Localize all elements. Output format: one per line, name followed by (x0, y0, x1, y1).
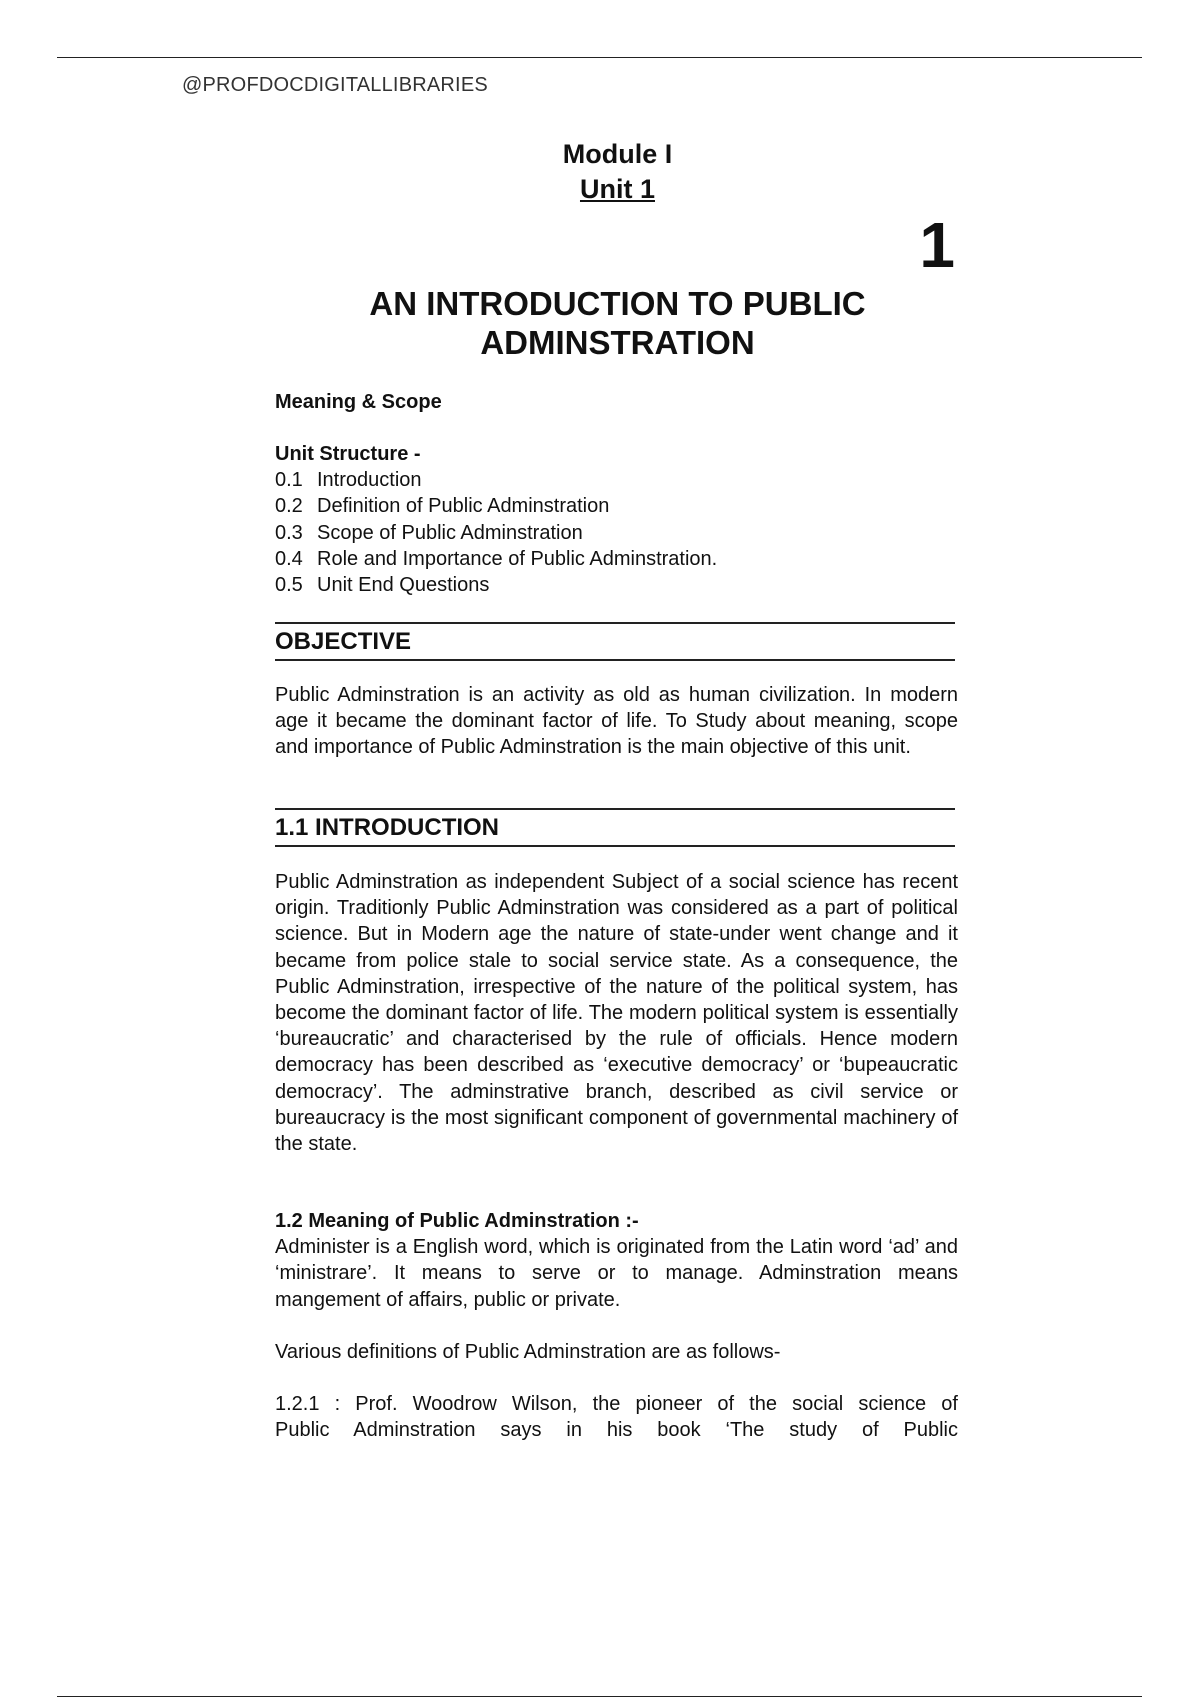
unit-title-text: Unit 1 (579, 174, 655, 204)
chapter-title-line-1: AN INTRODUCTION TO PUBLIC (369, 285, 866, 322)
unit-structure-item (275, 520, 958, 546)
wilson-definition (275, 1391, 958, 1443)
objective-paragraph: Public Adminstration is an activity as old as human civilization. In modern age it became the dominant factor of life. To Study about meaning, scope and importance of Public Adminstration is the main objective of this unit. (275, 684, 958, 759)
item-label: Unit End Questions (317, 574, 490, 597)
unit-structure-item (275, 572, 958, 598)
unit-structure-heading: Unit Structure - (275, 443, 421, 465)
bottom-rule (57, 1696, 1142, 1697)
item-label: Scope of Public Adminstration (317, 521, 583, 544)
meaning-scope-heading: Meaning & Scope (275, 391, 442, 413)
meaning-heading: 1.2 Meaning of Public Adminstration :- (275, 1210, 639, 1232)
watermark: @PROFDOCDIGITALLIBRARIES (182, 74, 488, 96)
meaning-section (275, 1208, 958, 1313)
chapter-number: 1 (919, 209, 955, 281)
meaning-paragraph: Administer is a English word, which is originated from the Latin word ‘ad’ and ‘ministrare’. It means to serve or to manage. Adminstration means mangement of affairs, public or private. (275, 1236, 958, 1311)
item-number: 0.5 (275, 574, 303, 597)
objective-heading: OBJECTIVE (275, 622, 955, 661)
various-definitions-text: Various definitions of Public Adminstration are as follows- (275, 1341, 781, 1363)
unit-title (0, 172, 1200, 206)
unit-structure-item (275, 467, 958, 493)
unit-structure-list (275, 467, 958, 598)
item-label: Role and Importance of Public Adminstration. (317, 547, 718, 570)
unit-structure-item (275, 546, 958, 572)
wilson-line-1: 1.2.1 : Prof. Woodrow Wilson, the pioneer of the social science of (275, 1393, 958, 1415)
chapter-title-line-2: ADMINSTRATION (480, 324, 755, 361)
item-number: 0.3 (275, 521, 303, 544)
item-number: 0.1 (275, 469, 303, 492)
item-label: Definition of Public Adminstration (317, 495, 610, 518)
unit-structure-item (275, 493, 958, 519)
chapter-title (0, 284, 1200, 362)
introduction-heading: 1.1 INTRODUCTION (275, 808, 955, 847)
item-number: 0.4 (275, 547, 303, 570)
item-label: Introduction (317, 469, 422, 492)
module-title: Module I (562, 139, 673, 169)
top-rule (57, 57, 1142, 58)
introduction-paragraph: Public Adminstration as independent Subject of a social science has recent origin. Traditionly Public Adminstration was considered as a part of political science. But in Modern age the nature of state-under went change and it became from police stale to social service state. As a consequence, the Public Adminstration, irrespective of the nature of the political system, has become the dominant factor of life. The modern political system is essentially ‘bureaucratic’ and characterised by the rule of officials. Hence modern democracy has been described as ‘executive democracy’ or ‘bupeaucratic democracy’. The adminstrative branch, described as civil service or bureaucracy is the most significant component of governmental machinery of the state. (275, 871, 958, 1156)
unit-structure (275, 441, 958, 598)
item-number: 0.2 (275, 495, 303, 518)
wilson-line-2: Public Adminstration says in his book ‘The study of Public (275, 1419, 958, 1442)
